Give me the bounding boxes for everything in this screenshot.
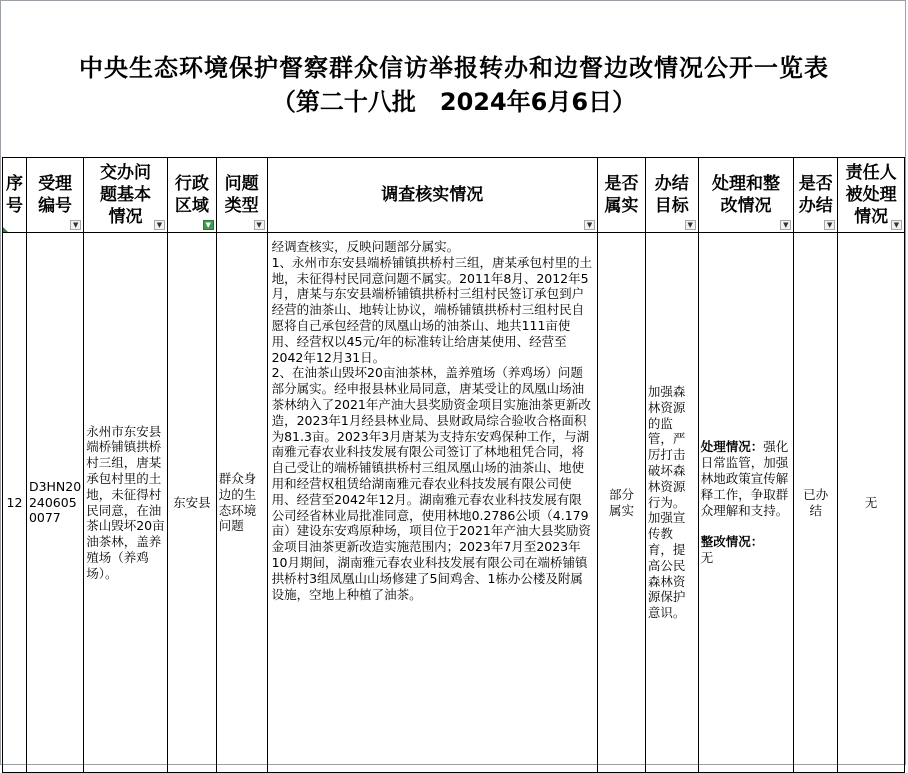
header-goal-label: 办结 目标 xyxy=(654,174,689,216)
table-row xyxy=(3,233,905,773)
header-survey[interactable] xyxy=(267,158,597,233)
handling-label: 处理情况： xyxy=(700,439,764,455)
header-type-label: 问题 类型 xyxy=(224,174,259,216)
page-title: 中央生态环境保护督察群众信访举报转办和边督边改情况公开一览表 xyxy=(79,53,829,82)
header-done[interactable] xyxy=(794,158,838,233)
header-seq[interactable] xyxy=(3,158,27,233)
dropdown-arrow-icon[interactable]: ▼ xyxy=(685,220,696,230)
header-responsible-label: 责任人 被处理 情况 xyxy=(845,163,897,227)
dropdown-arrow-icon[interactable]: ▼ xyxy=(891,220,902,230)
report-table xyxy=(2,157,905,773)
header-true-label: 是否 属实 xyxy=(604,174,639,216)
rectification-text: 无 xyxy=(700,549,714,565)
header-goal[interactable] xyxy=(645,158,698,233)
cell-type[interactable]: 群众身边的生态环境问题 xyxy=(216,233,267,773)
header-survey-label: 调查核实情况 xyxy=(381,185,484,205)
cell-seq[interactable]: 12 xyxy=(3,233,27,773)
header-id[interactable] xyxy=(26,158,83,233)
header-basic[interactable] xyxy=(84,158,168,233)
dropdown-arrow-icon[interactable]: ▼ xyxy=(154,220,165,230)
title-block xyxy=(2,2,906,157)
dropdown-arrow-icon[interactable]: ▼ xyxy=(584,220,595,230)
header-done-label: 是否 办结 xyxy=(798,174,833,216)
header-id-label: 受理 编号 xyxy=(38,174,73,216)
dropdown-arrow-icon[interactable]: ▼ xyxy=(254,220,265,230)
cell-marker xyxy=(3,227,8,232)
header-handling-label: 处理和整 改情况 xyxy=(712,174,781,216)
cell-survey[interactable]: 经调查核实，反映问题部分属实。 1、永州市东安县端桥铺镇拱桥村三组，唐某承包村里的土地，未征得村民同意问题不属实。2011年8月、2012年5月，唐某与东安县端桥铺镇拱桥村三组村民签订承包到户经营的油茶山、地转让协议，端桥铺镇拱桥村三组村民自愿将自己承包经营的凤凰山场的油茶山、地共111亩使用、经营权以45元/年的标准转让给唐某使用、经营至2042年12月31日。 2、在油茶山毁坏20亩油茶林，盖养殖场（养鸡场）问题部分属实。经申报县林业局同意，唐某受让的凤凰山场油茶林纳入了2021年产油大县奖励资金项目实施油茶更新改造，2023年1月经县林业局、县财政局综合验收合格面积为81.3亩。2023年3月唐某为支持东安鸡保种工作，与湖南雅元春农业科技发展有限公司签订了林地租凭合同，将自己受让的端桥铺镇拱桥村三组凤凰山场的油茶山、地使用和经营权租赁给湖南雅元春农业科技发展有限公司使用、经营至2042年12月。湖南雅元春农业科技发展有限公司经省林业局批准同意，使用林地0.2786公顷（4.179亩）建设东安鸡原种场，项目位于2021年产油大县奖励资金项目油茶更新改造实施范围内；2023年7月至2023年10月期间，湖南雅元春农业科技发展有限公司在端桥铺镇拱桥村3组凤凰山山场修建了5间鸡舍、1栋办公楼及附属设施，空地上种植了油茶。 xyxy=(267,233,597,773)
header-row xyxy=(3,158,905,233)
cell-true[interactable]: 部分 属实 xyxy=(598,233,646,773)
cell-responsible[interactable]: 无 xyxy=(838,233,905,773)
header-basic-label: 交办问 题基本 情况 xyxy=(100,163,152,227)
cell-handling[interactable] xyxy=(698,233,794,773)
header-handling[interactable] xyxy=(698,158,794,233)
dropdown-arrow-icon[interactable]: ▼ xyxy=(824,220,835,230)
dropdown-arrow-icon[interactable]: ▼ xyxy=(70,220,81,230)
header-true[interactable] xyxy=(598,158,646,233)
header-region[interactable] xyxy=(167,158,216,233)
header-type[interactable] xyxy=(216,158,267,233)
filter-funnel-icon[interactable]: ▼ xyxy=(203,220,214,230)
header-region-label: 行政 区域 xyxy=(174,174,209,216)
rectification-label: 整改情况： xyxy=(700,534,764,550)
dropdown-arrow-icon[interactable]: ▼ xyxy=(780,220,791,230)
cell-done[interactable]: 已办 结 xyxy=(794,233,838,773)
cell-goal[interactable]: 加强森林资源的监管，严厉打击破坏森林资源行为。加强宣传教育，提高公民森林资源保护意识。 xyxy=(645,233,698,773)
header-responsible[interactable] xyxy=(838,158,905,233)
handling-text: 强化日常监管，加强林地政策宣传解释工作，争取群众理解和支持。 xyxy=(700,439,789,518)
cell-basic[interactable]: 永州市东安县端桥铺镇拱桥村三组，唐某承包村里的土地，未征得村民同意，在油茶山毁坏20亩油茶林，盖养殖场（养鸡场）。 xyxy=(84,233,168,773)
page-subtitle: （第二十八批 2024年6月6日） xyxy=(271,87,637,116)
cell-id[interactable]: D3HN20 240605 0077 xyxy=(26,233,83,773)
header-seq-label: 序 号 xyxy=(5,174,23,216)
cell-region[interactable]: 东安县 xyxy=(167,233,216,773)
